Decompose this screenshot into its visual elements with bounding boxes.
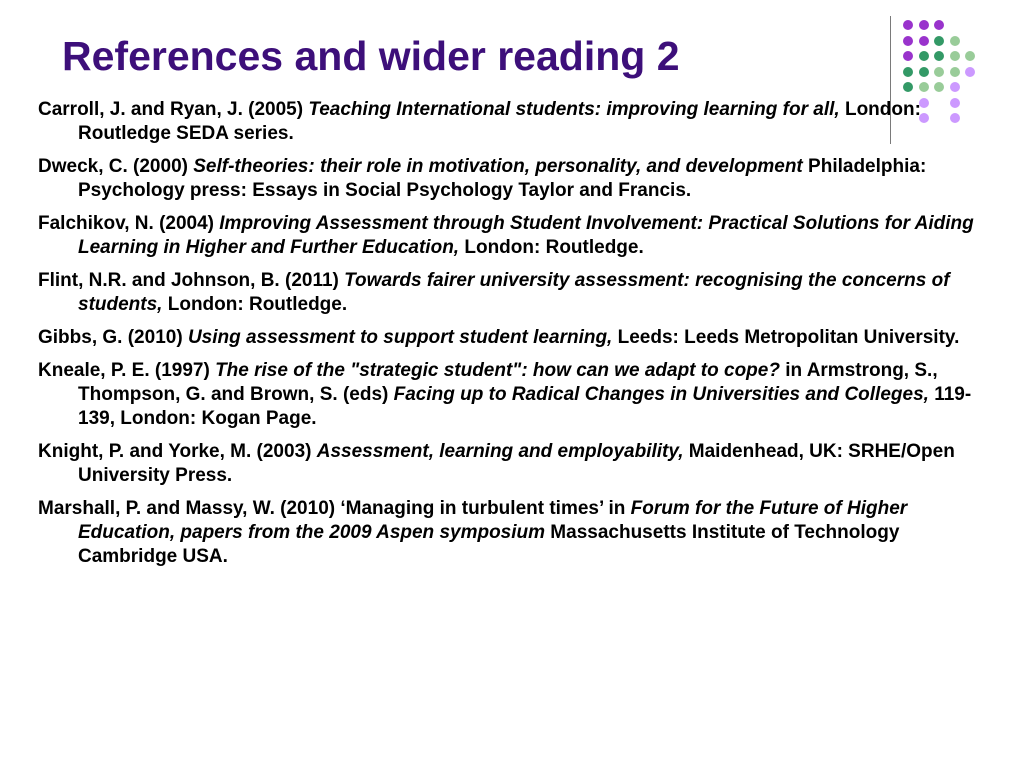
- decorative-dot: [934, 20, 944, 30]
- reference-title: Self-theories: their role in motivation, personality, and development: [193, 156, 803, 177]
- reference-text: Leeds: Leeds Metropolitan University.: [612, 327, 960, 348]
- decorative-dot: [919, 36, 929, 46]
- decorative-dot: [965, 51, 975, 61]
- reference-title: Assessment, learning and employability,: [316, 441, 684, 462]
- reference-title: Improving Assessment through Student Involvement: Practical Solutions for Aiding Learning in Higher and Further Education,: [78, 213, 974, 258]
- decorative-dot: [950, 51, 960, 61]
- decorative-dot: [919, 51, 929, 61]
- decorative-dot: [903, 82, 913, 92]
- reference-text: in Armstrong, S., Thompson, G. and Brown, S. (eds): [78, 360, 938, 405]
- reference-title: Facing up to Radical Changes in Universities and Colleges,: [393, 384, 929, 405]
- reference-text: Dweck, C. (2000): [38, 156, 194, 177]
- reference-item: [38, 497, 988, 569]
- decorative-dot: [965, 67, 975, 77]
- reference-text: London: Routledge SEDA series.: [78, 99, 921, 144]
- reference-text: Philadelphia: Psychology press: Essays in Social Psychology Taylor and Francis.: [78, 156, 927, 201]
- decorative-dot: [934, 36, 944, 46]
- reference-text: London: Routledge.: [459, 237, 644, 258]
- reference-item: [38, 440, 988, 488]
- reference-title: Teaching International students: improving learning for all,: [308, 99, 840, 120]
- reference-item: [38, 326, 988, 350]
- reference-title: Using assessment to support student learning,: [187, 327, 613, 348]
- references-list: [38, 98, 988, 578]
- reference-text: Maidenhead, UK: SRHE/Open University Press.: [78, 441, 955, 486]
- decorative-dot: [950, 36, 960, 46]
- reference-text: 119-139, London: Kogan Page.: [78, 384, 972, 429]
- reference-text: Gibbs, G. (2010): [38, 327, 188, 348]
- decorative-dot: [903, 36, 913, 46]
- reference-item: [38, 212, 988, 260]
- reference-title: Forum for the Future of Higher Education, papers from the 2009 Aspen symposium: [78, 498, 908, 543]
- reference-item: [38, 98, 988, 146]
- reference-text: Kneale, P. E. (1997): [38, 360, 216, 381]
- decorative-dot: [919, 67, 929, 77]
- reference-text: Flint, N.R. and Johnson, B. (2011): [38, 270, 345, 291]
- decorative-dot: [934, 51, 944, 61]
- decorative-dot: [919, 20, 929, 30]
- reference-text: Massachusetts Institute of Technology Cambridge USA.: [78, 522, 900, 567]
- reference-title: The rise of the "strategic student": how can we adapt to cope?: [215, 360, 780, 381]
- reference-item: [38, 155, 988, 203]
- decorative-dot: [950, 67, 960, 77]
- decorative-dot: [950, 82, 960, 92]
- decorative-dot: [934, 82, 944, 92]
- reference-text: Carroll, J. and Ryan, J. (2005): [38, 99, 309, 120]
- decorative-dot: [919, 82, 929, 92]
- decorative-dot: [903, 51, 913, 61]
- reference-item: [38, 269, 988, 317]
- reference-text: Knight, P. and Yorke, M. (2003): [38, 441, 317, 462]
- reference-text: London: Routledge.: [162, 294, 348, 315]
- reference-text: Marshall, P. and Massy, W. (2010) ‘Managing in turbulent times’ in: [38, 498, 631, 519]
- decorative-dot: [934, 67, 944, 77]
- slide-title: References and wider reading 2: [62, 33, 680, 79]
- reference-item: [38, 359, 988, 431]
- decorative-dot: [903, 67, 913, 77]
- reference-title: Towards fairer university assessment: recognising the concerns of students,: [78, 270, 950, 315]
- decorative-dot: [903, 20, 913, 30]
- reference-text: Falchikov, N. (2004): [38, 213, 220, 234]
